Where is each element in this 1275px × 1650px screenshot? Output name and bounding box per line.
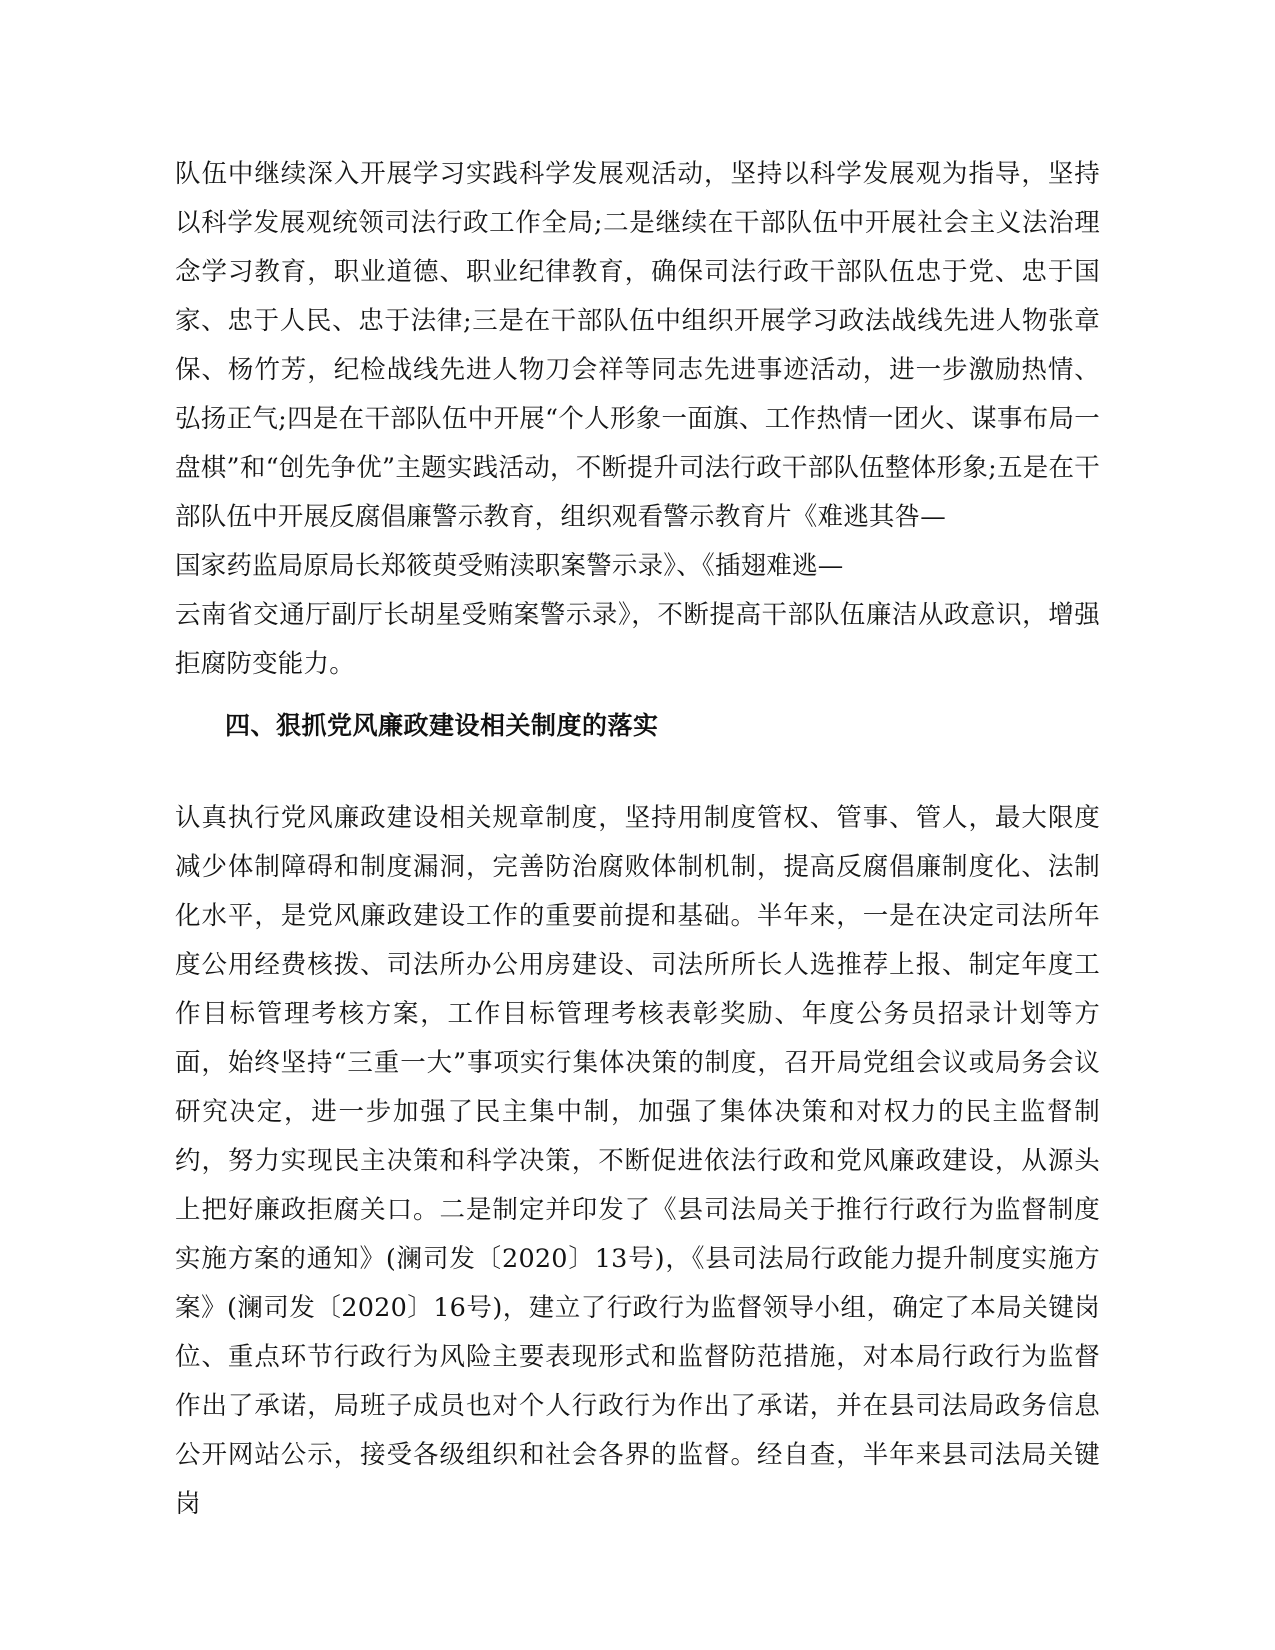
spacer-after-heading [175, 750, 1100, 794]
paragraph-section-four-body: 认真执行党风廉政建设相关规章制度，坚持用制度管权、管事、管人，最大限度减少体制障碍和制度漏洞，完善防治腐败体制机制，提高反腐倡廉制度化、法制化水平，是党风廉政建设工作的重要前提和基础。半年来，一是在决定司法所年度公用经费核拨、司法所办公用房建设、司法所所长人选推荐上报、制定年度工作目标管理考核方案，工作目标管理考核表彰奖励、年度公务员招录计划等方面，始终坚持“三重一大”事项实行集体决策的制度，召开局党组会议或局务会议研究决定，进一步加强了民主集中制，加强了集体决策和对权力的民主监督制约，努力实现民主决策和科学决策，不断促进依法行政和党风廉政建设，从源头上把好廉政拒腐关口。二是制定并印发了《县司法局关于推行行政行为监督制度实施方案的通知》(澜司发〔2020〕13号)，《县司法局行政能力提升制度实施方案》(澜司发〔2020〕16号)，建立了行政行为监督领导小组，确定了本局关键岗位、重点环节行政行为风险主要表现形式和监督防范措施，对本局行政行为监督作出了承诺，局班子成员也对个人行政行为作出了承诺，并在县司法局政务信息公开网站公示，接受各级组织和社会各界的监督。经自查，半年来县司法局关键岗 [175, 803, 1100, 1519]
document-body [175, 150, 1100, 1529]
spacer-before-heading [175, 688, 1100, 702]
paragraph-continued-2: 国家药监局原局长郑筱萸受贿渎职案警示录》、《插翅难逃— [175, 550, 844, 581]
paragraph-continued-1: 队伍中继续深入开展学习实践科学发展观活动，坚持以科学发展观为指导，坚持以科学发展观统领司法行政工作全局;二是继续在干部队伍中开展社会主义法治理念学习教育，职业道德、职业纪律教育，确保司法行政干部队伍忠于党、忠于国家、忠于人民、忠于法律;三是在干部队伍中组织开展学习政法战线先进人物张章保、杨竹芳，纪检战线先进人物刀会祥等同志先进事迹活动，进一步激励热情、弘扬正气;四是在干部队伍中开展“个人形象一面旗、工作热情一团火、谋事布局一盘棋”和“创先争优”主题实践活动，不断提升司法行政干部队伍整体形象;五是在干部队伍中开展反腐倡廉警示教育，组织观看警示教育片《难逃其咎— [175, 159, 1100, 532]
paragraph-continued-3: 云南省交通厅副厅长胡星受贿案警示录》，不断提高干部队伍廉洁从政意识，增强拒腐防变能力。 [175, 599, 1100, 679]
section-heading-four: 四、狠抓党风廉政建设相关制度的落实 [225, 711, 659, 741]
